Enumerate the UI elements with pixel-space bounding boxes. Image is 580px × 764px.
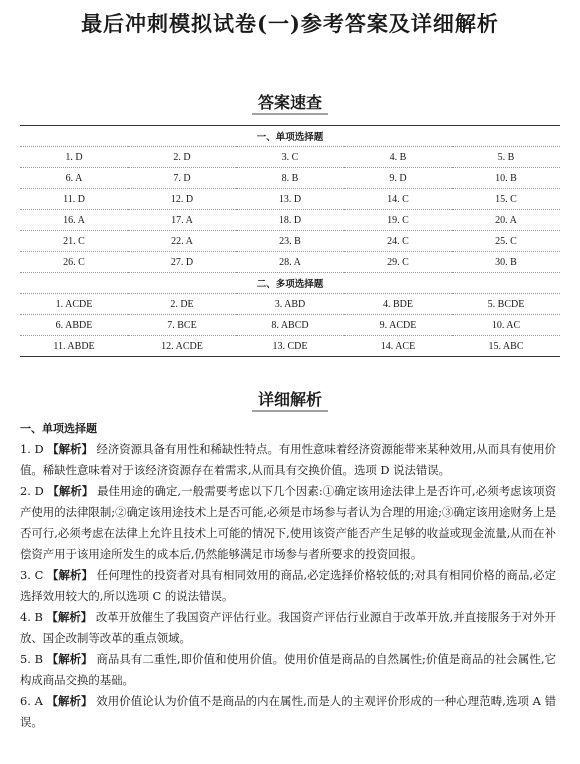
answer-cell: 11. D [20, 189, 128, 210]
answer-cell: 19. C [344, 210, 452, 231]
answer-cell: 26. C [20, 252, 128, 273]
analysis-tag: 【解析】 [46, 610, 93, 624]
answer-cell: 1. ACDE [20, 294, 128, 315]
table-row [20, 189, 560, 210]
answer-cell: 10. B [452, 168, 560, 189]
table-row [20, 294, 560, 315]
table-row [20, 231, 560, 252]
page-title: 最后冲刺模拟试卷(一)参考答案及详细解析 [81, 11, 499, 36]
answer-cell: 6. A [20, 168, 128, 189]
analysis-tag: 【解析】 [47, 442, 93, 456]
question-number: 6. A [20, 694, 43, 708]
question-number: 2. D [20, 484, 44, 498]
answer-cell: 8. ABCD [236, 315, 344, 336]
answer-cell: 2. DE [128, 294, 236, 315]
question-number: 5. B [20, 652, 43, 666]
answer-cell: 15. C [452, 189, 560, 210]
answer-cell: 22. A [128, 231, 236, 252]
answer-cell: 2. D [128, 147, 236, 168]
question-number: 3. C [20, 568, 44, 582]
heading-underline [0, 409, 580, 413]
explanation-item [20, 691, 556, 733]
answer-cell: 6. ABDE [20, 315, 128, 336]
table-row [20, 147, 560, 168]
answer-cell: 24. C [344, 231, 452, 252]
explanation-item [20, 439, 556, 481]
answer-cell: 3. ABD [236, 294, 344, 315]
explanation-text: 效用价值论认为价值不是商品的内在属性,而是人的主观评价形成的一种心理范畴,选项 A 错误。 [20, 694, 557, 729]
answer-cell: 5. B [452, 147, 560, 168]
explanation-text: 经济资源具备有用性和稀缺性特点。有用性意味着经济资源能带来某种效用,从而具有使用价值。稀缺性意味着对于该经济资源存在着需求,从而具有交换价值。选项 D 说法错误。 [20, 442, 557, 477]
answer-cell: 1. D [20, 147, 128, 168]
answer-cell: 3. C [236, 147, 344, 168]
analysis-tag: 【解析】 [47, 568, 93, 582]
answer-cell: 9. ACDE [344, 315, 452, 336]
answer-cell: 14. ACE [344, 336, 452, 357]
answer-cell: 13. D [236, 189, 344, 210]
table-row [20, 336, 560, 357]
explanation-item [20, 649, 556, 691]
heading-underline [0, 112, 580, 116]
answer-cell: 13. CDE [236, 336, 344, 357]
answer-cell: 14. C [344, 189, 452, 210]
answer-cell: 12. D [128, 189, 236, 210]
explanation-body [20, 418, 556, 733]
answer-cell: 17. A [128, 210, 236, 231]
answer-cell: 23. B [236, 231, 344, 252]
answer-cell: 16. A [20, 210, 128, 231]
detail-heading: 详细解析 [257, 390, 322, 409]
explanation-text: 任何理性的投资者对具有相同效用的商品,必定选择价格较低的;对具有相同价格的商品,必定选择效用较大的,所以选项 C 的说法错误。 [20, 568, 556, 603]
answer-cell: 12. ACDE [128, 336, 236, 357]
question-number: 1. D [20, 442, 44, 456]
explanation-item [20, 607, 556, 649]
answer-cell: 7. BCE [128, 315, 236, 336]
answer-cell: 7. D [128, 168, 236, 189]
answer-cell: 8. B [236, 168, 344, 189]
explanation-text: 改革开放催生了我国资产评估行业。我国资产评估行业源自于改革开放,并直接服务于对外开放、国企改制等改革的重点领域。 [20, 610, 557, 645]
answer-cell: 25. C [452, 231, 560, 252]
answer-cell: 4. B [344, 147, 452, 168]
answer-cell: 21. C [20, 231, 128, 252]
section-header: 一、单项选择题 [20, 126, 560, 147]
answer-cell: 27. D [128, 252, 236, 273]
table-row [20, 210, 560, 231]
answer-cell: 15. ABC [452, 336, 560, 357]
question-number: 4. B [20, 610, 43, 624]
answer-cell: 11. ABDE [20, 336, 128, 357]
answer-cell: 4. BDE [344, 294, 452, 315]
answer-cell: 20. A [452, 210, 560, 231]
answer-cell: 29. C [344, 252, 452, 273]
section-header-row [20, 126, 560, 147]
detail-subheading: 一、单项选择题 [20, 422, 97, 435]
analysis-tag: 【解析】 [46, 652, 93, 666]
answer-cell: 10. AC [452, 315, 560, 336]
section-header-row [20, 273, 560, 294]
table-row [20, 315, 560, 336]
analysis-tag: 【解析】 [46, 694, 93, 708]
section-header: 二、多项选择题 [20, 273, 560, 294]
answers-heading: 答案速查 [257, 93, 322, 112]
analysis-tag: 【解析】 [47, 484, 94, 498]
answer-table [20, 125, 560, 357]
explanation-item [20, 565, 556, 607]
answer-cell: 28. A [236, 252, 344, 273]
answer-cell: 18. D [236, 210, 344, 231]
table-row [20, 168, 560, 189]
answer-cell: 30. B [452, 252, 560, 273]
answer-cell: 5. BCDE [452, 294, 560, 315]
answer-cell: 9. D [344, 168, 452, 189]
explanation-item [20, 481, 556, 565]
explanation-text: 最佳用途的确定,一般需要考虑以下几个因素:①确定该用途法律上是否许可,必须考虑该项资产使用的法律限制;②确定该用途技术上是否可能,必须是市场参与者认为合理的用途;③确定该用途财务上是否可行,必须考虑在法律上允许且技术上可能的情况下,使用该资产能否产生足够的收益或现金流量,从而在补偿资产用于该用途所发生的成本后,仍然能够满足市场参与者所要求的投资回报。 [20, 484, 556, 561]
explanation-text: 商品具有二重性,即价值和使用价值。使用价值是商品的自然属性;价值是商品的社会属性,它构成商品交换的基础。 [20, 652, 556, 687]
table-row [20, 252, 560, 273]
